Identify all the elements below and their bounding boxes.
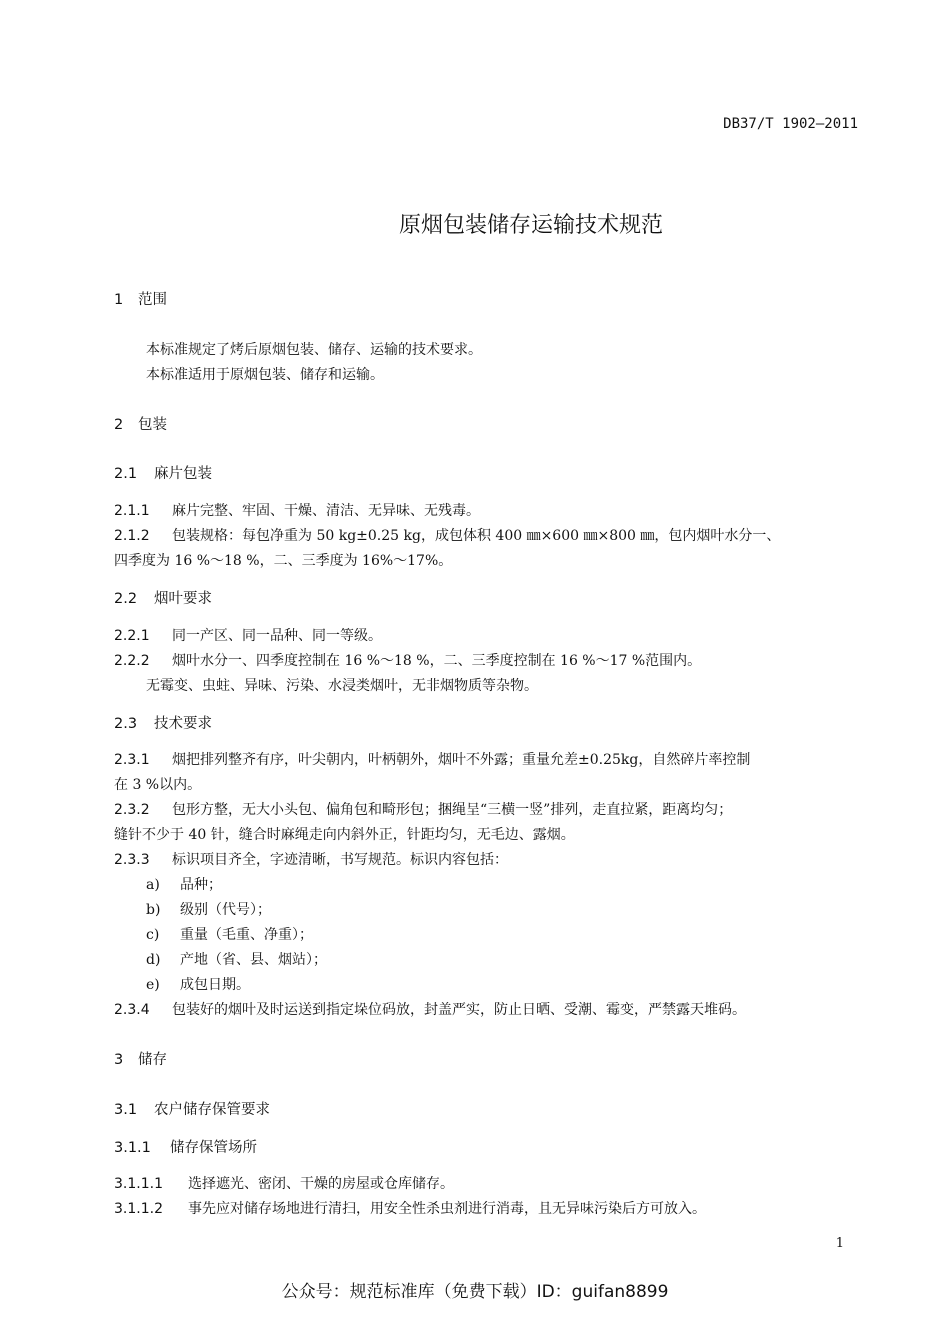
clause-text: 标识项目齐全，字迹清晰，书写规范。标识内容包括： [172,852,508,868]
subsection-number: 2.3 [114,716,138,732]
list-item [146,949,327,969]
list-item [146,924,313,944]
section-title: 储存 [138,1052,167,1068]
clause-text: 同一产区、同一品种、同一等级。 [172,628,382,644]
list-item-letter: c) [146,927,160,943]
section-1-heading [114,288,167,309]
clause-3-1-1-1 [114,1173,454,1193]
subsection-title: 农户储存保管要求 [154,1102,270,1118]
section-title: 范围 [138,292,167,308]
clause-text: 麻片完整、牢固、干燥、清洁、无异味、无残毒。 [172,503,480,519]
subsection-number: 3.1 [114,1102,138,1118]
list-item-letter: a) [146,877,160,893]
section-title: 包装 [138,417,167,433]
clause-continuation: 缝针不少于 40 针，缝合时麻绳走向内斜外正，针距均匀，无毛边、露烟。 [114,827,575,843]
clause-number: 2.3.2 [114,802,150,818]
clause-number: 2.1.2 [114,528,150,544]
subsection-3-1-heading [114,1098,270,1119]
clause-number: 3.1.1.1 [114,1176,163,1192]
list-item-letter: e) [146,977,160,993]
clause-number: 3.1.1.2 [114,1201,163,1217]
clause-number: 2.1.1 [114,503,150,519]
clause-number: 2.2.2 [114,653,150,669]
section-number: 2 [114,417,124,433]
list-item-text: 成包日期。 [180,977,250,993]
section-2-heading [114,413,167,434]
subsection-number: 2.1 [114,466,138,482]
clause-continuation: 无霉变、虫蛀、异味、污染、水浸类烟叶，无非烟物质等杂物。 [146,678,538,694]
list-item-text: 级别（代号）； [180,902,271,918]
section-3-heading [114,1048,167,1069]
page-number: 1 [835,1236,844,1251]
clause-3-1-1-2 [114,1198,706,1218]
list-item-text: 产地（省、县、烟站）； [180,952,327,968]
clause-text: 烟把排列整齐有序，叶尖朝内，叶柄朝外，烟叶不外露；重量允差±0.25kg，自然碎片率控制 [172,752,751,768]
clause-2-1-1 [114,500,480,520]
clause-text: 烟叶水分一、四季度控制在 16 %～18 %，二、三季度控制在 16 %～17 %范围内。 [172,653,702,669]
clause-2-3-3 [114,849,508,869]
clause-continuation: 四季度为 16 %～18 %，二、三季度为 16%～17%。 [114,553,453,569]
list-item-letter: b) [146,902,161,918]
clause-number: 2.2.1 [114,628,150,644]
list-item [146,874,222,894]
subsection-number: 2.2 [114,591,138,607]
clause-text: 事先应对储存场地进行清扫，用安全性杀虫剂进行消毒，且无异味污染后方可放入。 [188,1201,706,1217]
clause-text: 选择遮光、密闭、干燥的房屋或仓库储存。 [188,1176,454,1192]
subsection-title: 技术要求 [154,716,212,732]
clause-text: 包装规格：每包净重为 50 kg±0.25 kg，成包体积 400 ㎜×600 ㎜×800 ㎜，包内烟叶水分一、 [172,528,781,544]
subsection-number: 3.1.1 [114,1140,151,1156]
subsection-title: 麻片包装 [154,466,212,482]
list-item [146,899,271,919]
subsection-title: 烟叶要求 [154,591,212,607]
subsection-2-1-heading [114,462,212,483]
list-item-letter: d) [146,952,161,968]
clause-2-2-1 [114,625,382,645]
clause-2-1-2 [114,525,780,545]
section-number: 3 [114,1052,124,1068]
list-item-text: 重量（毛重、净重）； [180,927,313,943]
subsection-title: 储存保管场所 [170,1140,257,1156]
section-number: 1 [114,292,124,308]
clause-number: 2.3.4 [114,1002,150,1018]
footer-watermark: 公众号：规范标准库（免费下载）ID：guifan8899 [281,1282,669,1302]
clause-2-3-4 [114,999,746,1019]
standard-code: DB37/T 1902—2011 [723,116,858,132]
paragraph: 本标准规定了烤后原烟包装、储存、运输的技术要求。 [146,342,482,358]
list-item [146,974,250,994]
subsection-2-3-heading [114,712,212,733]
clause-continuation: 在 3 %以内。 [114,777,202,793]
clause-text: 包形方整，无大小头包、偏角包和畸形包；捆绳呈“三横一竖”排列，走直拉紧，距离均匀； [172,802,733,818]
paragraph: 本标准适用于原烟包装、储存和运输。 [146,367,384,383]
list-item-text: 品种； [180,877,222,893]
subsection-3-1-1-heading [114,1136,257,1157]
subsection-2-2-heading [114,587,212,608]
document-title: 原烟包装储存运输技术规范 [398,213,663,238]
clause-number: 2.3.3 [114,852,150,868]
clause-number: 2.3.1 [114,752,150,768]
clause-text: 包装好的烟叶及时运送到指定垛位码放，封盖严实，防止日晒、受潮、霉变，严禁露天堆码。 [172,1002,746,1018]
clause-2-3-2 [114,799,732,819]
clause-2-2-2 [114,650,701,670]
clause-2-3-1 [114,749,750,769]
